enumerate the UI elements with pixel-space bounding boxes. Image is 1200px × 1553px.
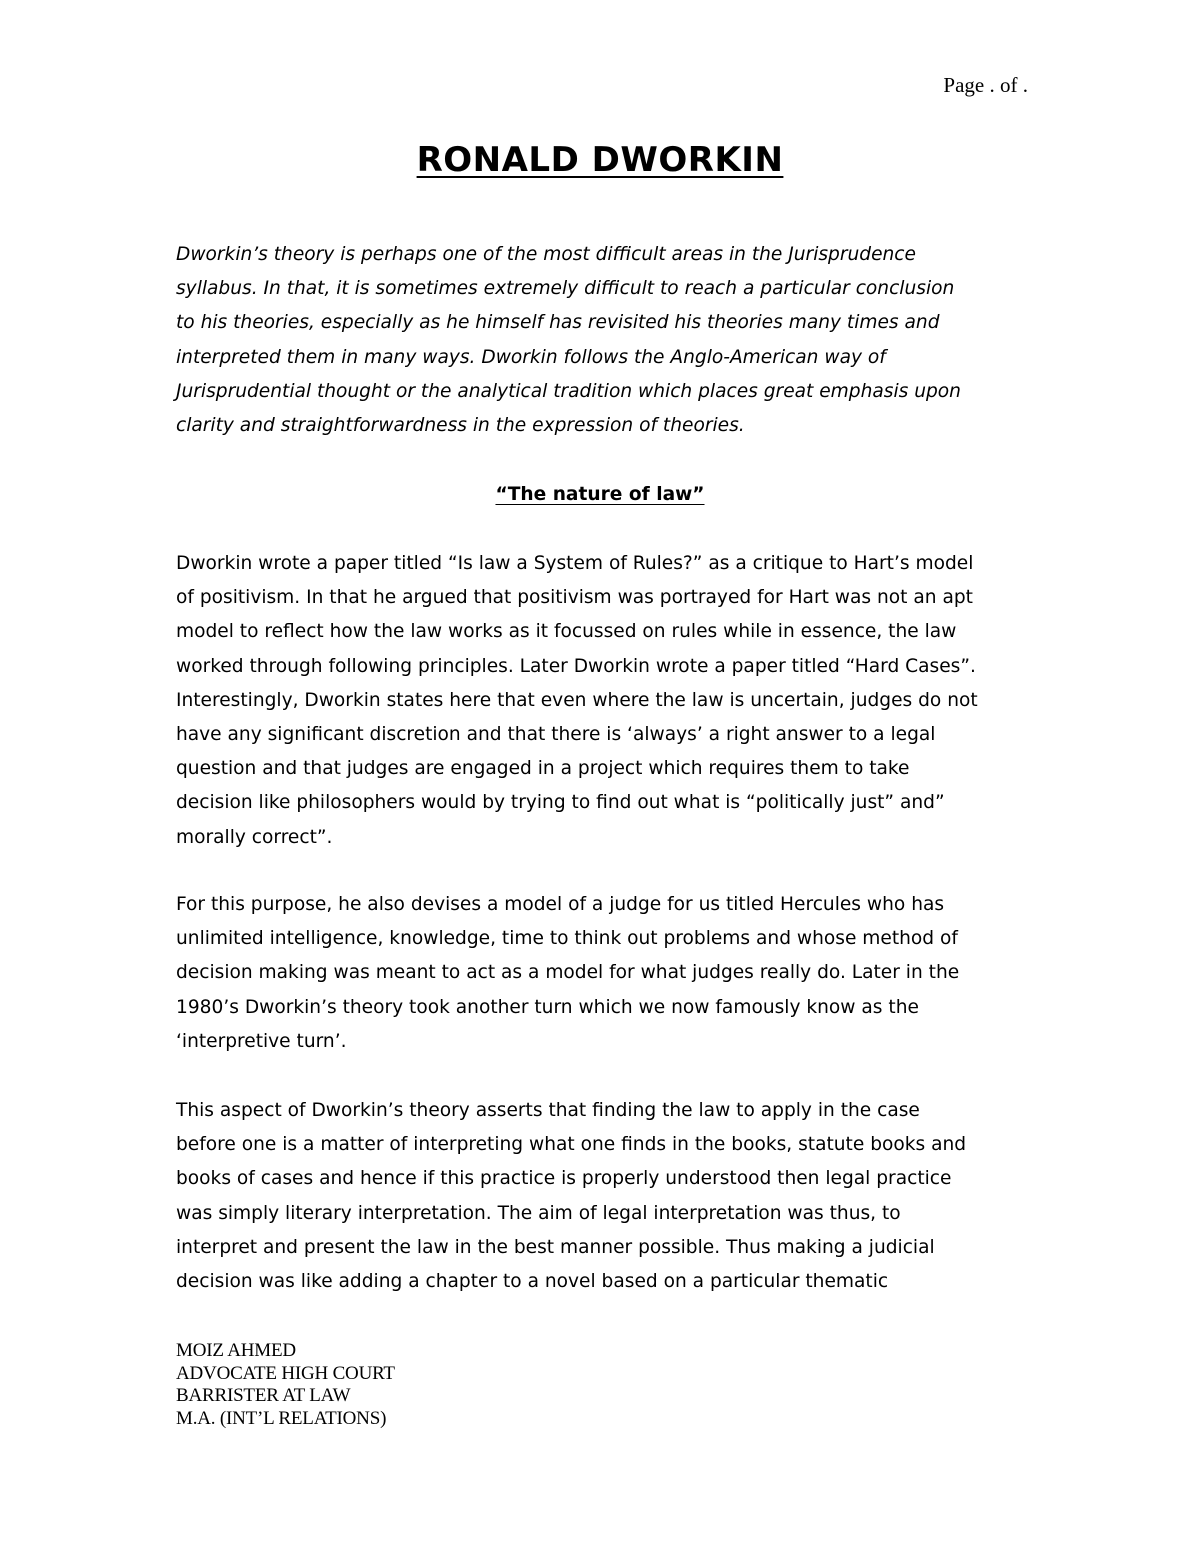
intro-line: Dworkin’s theory is perhaps one of the most difficult areas in the Jurisprudence: [176, 244, 916, 265]
paragraph-line: decision making was meant to act as a model for what judges really do. Later in the: [176, 962, 960, 984]
paragraph-line: This aspect of Dworkin’s theory asserts that finding the law to apply in the case: [176, 1100, 920, 1121]
paragraph-line: unlimited intelligence, knowledge, time to think out problems and whose method of: [176, 928, 958, 950]
paragraph-line: of positivism. In that he argued that positivism was portrayed for Hart was not an apt: [176, 587, 973, 609]
intro-line: syllabus. In that, it is sometimes extremely difficult to reach a particular conclusion: [176, 278, 955, 300]
page-number: Page . of .: [943, 73, 1028, 97]
intro-line: Jurisprudential thought or the analytical tradition which places great emphasis upon: [176, 380, 961, 402]
paragraph-line: have any significant discretion and that there is ‘always’ a right answer to a legal: [176, 724, 936, 746]
intro-paragraph: [176, 238, 1036, 443]
paragraph-line: before one is a matter of interpreting what one finds in the books, statute books and: [176, 1134, 967, 1156]
paragraph-1: [176, 547, 1036, 855]
paragraph-line: Dworkin wrote a paper titled “Is law a System of Rules?” as a critique to Hart’s model: [176, 553, 974, 574]
paragraph-line: decision was like adding a chapter to a novel based on a particular thematic: [176, 1271, 889, 1293]
author-signature-block: [176, 1340, 395, 1430]
signature-line: BARRISTER AT LAW: [176, 1385, 351, 1406]
section-heading: “The nature of law”: [495, 484, 705, 505]
paragraph-line: For this purpose, he also devises a model of a judge for us titled Hercules who has: [176, 894, 945, 915]
paragraph-line: 1980’s Dworkin’s theory took another turn which we now famously know as the: [176, 996, 919, 1018]
paragraph-line: morally correct”.: [176, 826, 333, 848]
paragraph-line: Interestingly, Dworkin states here that even where the law is uncertain, judges do not: [176, 689, 978, 711]
paragraph-line: was simply literary interpretation. The aim of legal interpretation was thus, to: [176, 1202, 901, 1224]
document-title: RONALD DWORKIN: [416, 140, 784, 180]
intro-line: interpreted them in many ways. Dworkin follows the Anglo-American way of: [176, 346, 886, 368]
paragraph-line: interpret and present the law in the best manner possible. Thus making a judicial: [176, 1236, 935, 1258]
intro-line: to his theories, especially as he himself has revisited his theories many times and: [176, 312, 940, 334]
paragraph-line: ‘interpretive turn’.: [176, 1030, 347, 1052]
signature-line: M.A. (INT’L RELATIONS): [176, 1407, 387, 1429]
paragraph-line: question and that judges are engaged in a project which requires them to take: [176, 758, 910, 780]
signature-line: ADVOCATE HIGH COURT: [176, 1362, 395, 1384]
intro-line: clarity and straightforwardness in the expression of theories.: [176, 415, 745, 437]
paragraph-2: [176, 888, 1036, 1059]
paragraph-line: worked through following principles. Later Dworkin wrote a paper titled “Hard Cases”.: [176, 655, 976, 677]
paragraph-line: books of cases and hence if this practice is properly understood then legal practice: [176, 1168, 952, 1190]
signature-line: MOIZ AHMED: [176, 1340, 296, 1361]
paragraph-3: [176, 1094, 1036, 1299]
paragraph-line: decision like philosophers would by trying to find out what is “politically just” and”: [176, 792, 945, 814]
paragraph-line: model to reflect how the law works as it focussed on rules while in essence, the law: [176, 621, 957, 643]
